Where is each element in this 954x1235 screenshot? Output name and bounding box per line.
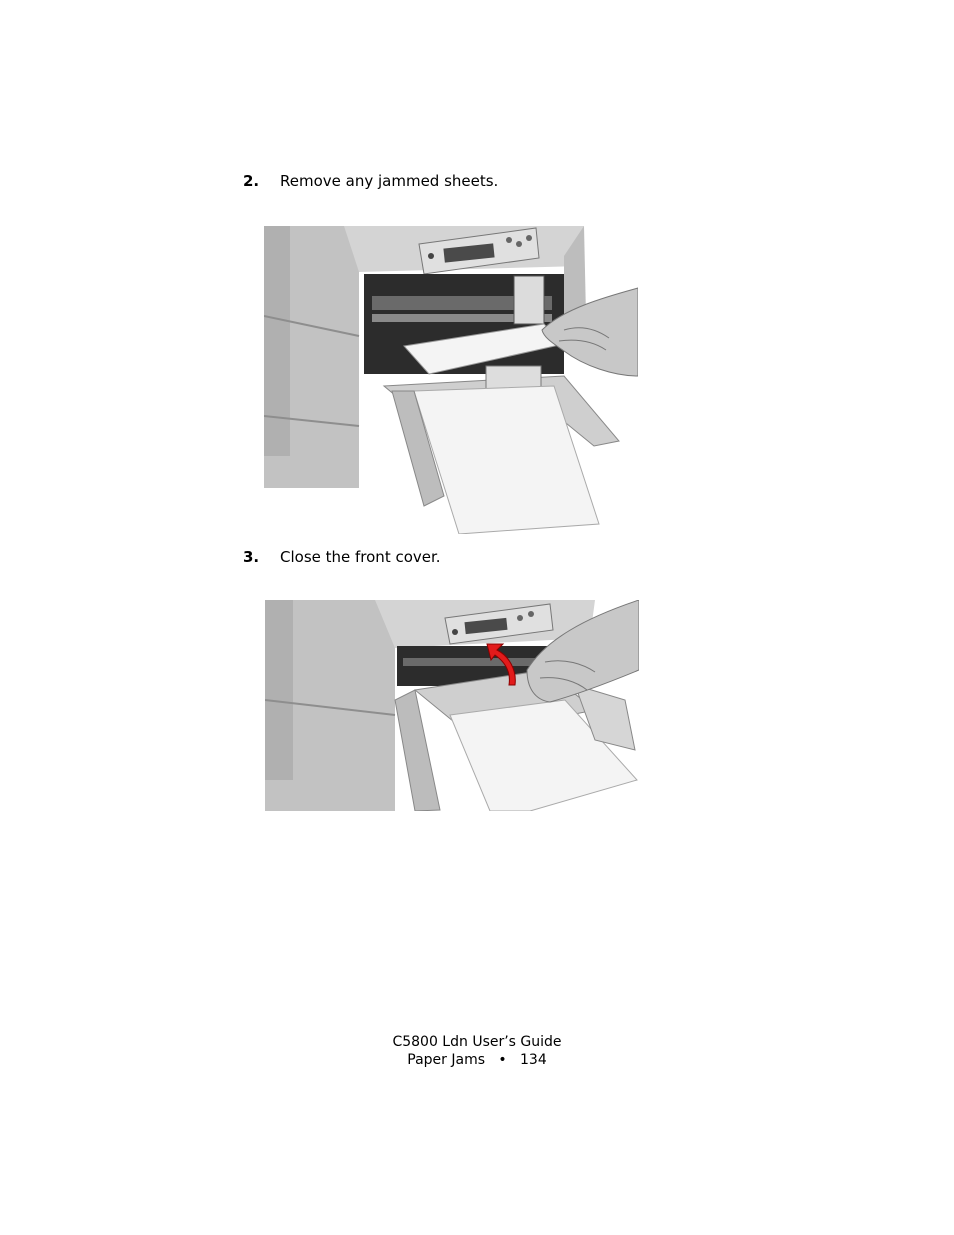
figure-close-front-cover [265, 600, 639, 811]
step-text: Close the front cover. [280, 548, 441, 566]
figure-remove-jammed-sheets [264, 226, 638, 534]
section-name: Paper Jams [407, 1052, 486, 1068]
printer-illustration-closing [265, 600, 639, 811]
footer-guide-title [0, 1033, 954, 1051]
printer-illustration-open [264, 226, 638, 534]
separator-bullet: • [498, 1052, 507, 1068]
footer-page-info [0, 1051, 954, 1069]
step-number: 3. [243, 548, 260, 566]
step-number: 2. [243, 172, 260, 190]
step-text: Remove any jammed sheets. [280, 172, 499, 190]
page-number: 134 [520, 1052, 547, 1068]
guide-title: C5800 Ldn User’s Guide [392, 1034, 562, 1050]
